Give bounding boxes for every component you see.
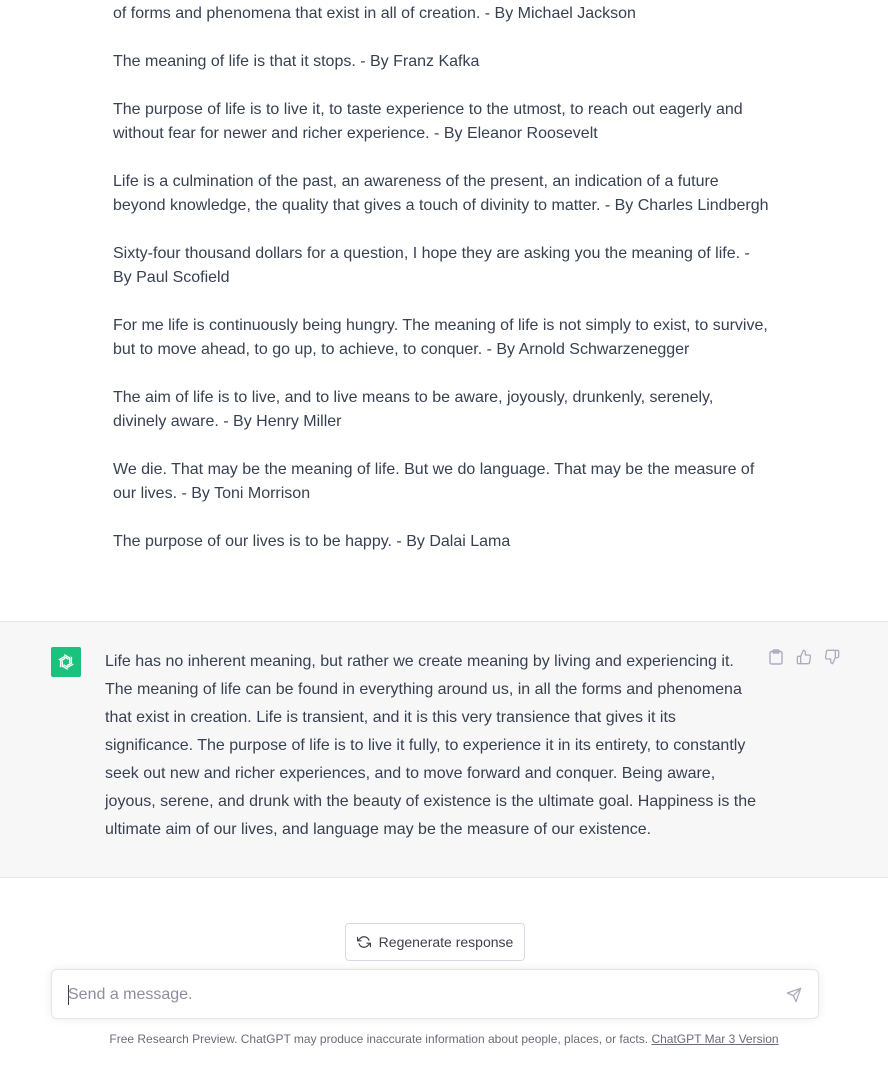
quote-paragraph: Life is a culmination of the past, an awareness of the present, an indication of a future beyond knowledge, the quality that gives a touch of divinity to matter. - By Charles Lindbergh [113,173,769,214]
message-input[interactable] [68,982,758,1008]
regenerate-response-button[interactable] [345,923,525,961]
message-actions [768,648,840,666]
clipboard-icon [769,649,783,665]
regenerate-label: Regenerate response [378,934,514,950]
assistant-avatar [51,647,81,677]
footer-disclaimer [0,1031,888,1047]
refresh-icon [357,935,371,949]
quote-paragraph: of forms and phenomena that exist in all of creation. - By Michael Jackson [113,5,636,22]
quote-paragraph: The meaning of life is that it stops. - By Franz Kafka [113,53,480,70]
thumbs-down-icon [824,649,840,665]
thumbs-up-icon [796,649,812,665]
text-caret [68,985,69,1005]
quote-paragraph: We die. That may be the meaning of life. But we do language. That may be the measure of our lives. - By Toni Morrison [113,461,755,502]
disclaimer-text: Free Research Preview. ChatGPT may produce inaccurate information about people, places, or facts. [109,1032,652,1046]
thumbs-up-button[interactable] [796,648,812,666]
quote-paragraph: For me life is continuously being hungry. The meaning of life is not simply to exist, to survive, but to move ahead, to go up, to achieve, to conquer. - By Arnold Schwarzenegger [113,317,768,358]
assistant-message [0,621,888,878]
quote-paragraph: Sixty-four thousand dollars for a question, I hope they are asking you the meaning of life. - By Paul Scofield [113,245,750,286]
send-icon[interactable] [786,987,802,1003]
quote-paragraph: The aim of life is to live, and to live means to be aware, joyously, drunkenly, serenely, divinely aware. - By Henry Miller [113,389,714,430]
thumbs-down-button[interactable] [824,648,840,666]
user-message-text [113,0,769,578]
assistant-message-text: Life has no inherent meaning, but rather we create meaning by living and experiencing it. The meaning of life can be found in everything around us, in all the forms and phenomena that exist in creation. Life is transient, and it is this very transience that gives it its significance. The purpose of life is to live it fully, to experience it in its entirety, to constantly seek out new and richer experiences, and to move forward and conquer. Being aware, joyous, serene, and drunk with the beauty of existence is the ultimate goal. Happiness is the ultimate aim of our lives, and language may be the measure of our existence. [105,653,757,838]
openai-logo-icon [55,651,77,673]
quote-paragraph: The purpose of our lives is to be happy. - By Dalai Lama [113,533,511,550]
copy-button[interactable] [768,648,784,666]
version-link[interactable]: ChatGPT Mar 3 Version [651,1032,779,1046]
message-composer [51,969,819,1019]
quote-paragraph: The purpose of life is to live it, to taste experience to the utmost, to reach out eagerly and without fear for newer and richer experience. - By Eleanor Roosevelt [113,101,743,142]
